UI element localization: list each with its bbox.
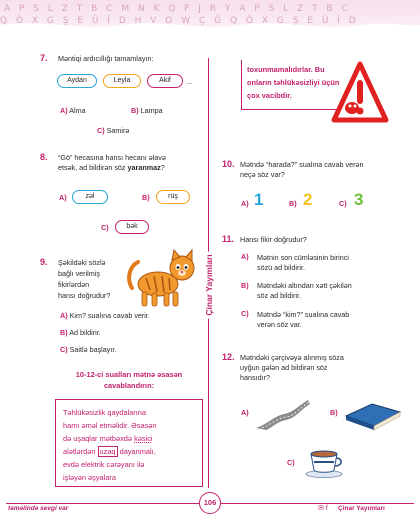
option-text: Alma xyxy=(69,106,86,115)
pill-name: Akif xyxy=(147,74,183,88)
option-letter: C) xyxy=(60,345,68,354)
passage-line: çox vacibdir. xyxy=(247,91,292,100)
option-line: Mətndə “kim?” sualına cavab xyxy=(257,310,350,319)
question-emphasis: yaranmaz xyxy=(127,163,161,172)
ellipsis: ... xyxy=(186,77,192,86)
option-letter: B) xyxy=(241,281,249,290)
warning-sign-icon xyxy=(330,60,390,128)
option-letter: B) xyxy=(142,193,150,202)
option-a[interactable] xyxy=(241,252,249,261)
question-line: hansıdır? xyxy=(240,373,270,382)
pill-name: Aydan xyxy=(57,74,97,88)
passage-text-continued xyxy=(247,63,339,102)
option-line: söz ad bildirir. xyxy=(257,291,301,300)
header-wave xyxy=(0,17,420,30)
option-letter: B) xyxy=(289,199,297,208)
option-c[interactable] xyxy=(101,223,109,232)
option-a-box[interactable]: zəl xyxy=(72,190,108,204)
option-c-box[interactable]: bək xyxy=(115,220,149,234)
option-text xyxy=(257,310,349,330)
option-letter: B) xyxy=(330,408,338,417)
option-line: verən söz var. xyxy=(257,320,302,329)
sidebar-title-text: Çinar Yayımları xyxy=(204,251,214,318)
option-text: Ad bildirir. xyxy=(69,328,101,337)
option-line: Mətndəki altından xətt çəkilən xyxy=(257,281,352,290)
passage-fragment: dayanmalı, xyxy=(117,447,156,456)
option-letter: A) xyxy=(241,252,249,261)
book-illustration[interactable] xyxy=(342,396,402,432)
question-line: neçə söz var? xyxy=(240,170,285,179)
option-letter: B) xyxy=(131,106,139,115)
question-number: 12. xyxy=(222,352,235,362)
option-b-box[interactable]: rüş xyxy=(156,190,190,204)
option-letter: A) xyxy=(59,193,67,202)
header-letters: A P S L Z T B C M N K Q F J R Y A P S L Z T B C xyxy=(4,4,351,14)
passage-line: onların təhlükəsizliyi üçün xyxy=(247,78,340,87)
option-letter: C) xyxy=(241,309,249,318)
option-a[interactable] xyxy=(241,408,249,417)
passage-fragment: alətlərdən xyxy=(63,447,98,456)
number-two-figure[interactable]: 2 xyxy=(303,190,313,209)
option-c[interactable] xyxy=(339,199,347,208)
option-letter: A) xyxy=(241,408,249,417)
option-a[interactable] xyxy=(60,311,150,320)
option-text xyxy=(257,281,352,301)
option-letter: C) xyxy=(97,126,105,135)
option-text: Kim? sualına cavab verir. xyxy=(69,311,150,320)
option-letter: A) xyxy=(241,199,249,208)
option-c[interactable] xyxy=(241,309,249,318)
question-line: “Gö” hecasına hansı hecanı əlavə xyxy=(58,153,166,162)
option-b[interactable] xyxy=(330,408,338,417)
number-three-figure[interactable]: 3 xyxy=(354,190,364,209)
option-letter: C) xyxy=(287,458,295,467)
section-heading xyxy=(55,369,203,391)
passage-line: hamı əməl etməlidir. Əsasən xyxy=(63,421,157,430)
option-text: Samirə xyxy=(106,126,130,135)
footer-slogan: təməlində sevgi var xyxy=(8,505,69,512)
option-c[interactable] xyxy=(97,126,129,135)
question-text xyxy=(240,160,363,180)
option-letter: A) xyxy=(60,106,68,115)
option-b[interactable] xyxy=(289,199,297,208)
pill-name: Leyla xyxy=(103,74,141,88)
cat-illustration xyxy=(124,248,200,310)
question-line: Şəkildəki sözlə xyxy=(58,258,106,267)
passage-line: evdə elektrik cərəyanı ilə xyxy=(63,460,145,469)
passage-line xyxy=(63,432,156,445)
question-number: 7. xyxy=(40,53,48,63)
header-band xyxy=(0,0,420,30)
question-number: 10. xyxy=(222,159,235,169)
option-a[interactable] xyxy=(241,199,249,208)
option-b[interactable] xyxy=(60,328,101,337)
option-b[interactable] xyxy=(131,106,163,115)
option-b[interactable] xyxy=(142,193,150,202)
question-text: Məntiqi ardıcıllığı tamamlayın: xyxy=(58,54,154,63)
option-b[interactable] xyxy=(241,281,249,290)
option-letter: A) xyxy=(60,311,68,320)
option-text: Lampa xyxy=(140,106,163,115)
social-icon[interactable]: ✉ f xyxy=(318,505,328,512)
question-line: Mətndəki çərçivəyə alınmış söza xyxy=(240,353,344,362)
option-a[interactable] xyxy=(60,106,86,115)
teacup-illustration[interactable] xyxy=(304,444,344,478)
page-number: 106 xyxy=(199,492,221,514)
question-number: 11. xyxy=(222,234,235,244)
option-line: Mətnin son cümləsinin birinci xyxy=(257,253,349,262)
question-text xyxy=(58,257,110,301)
question-line: uyğun gələn ad bildirən söz xyxy=(240,363,328,372)
section-heading-line: cavablandırın: xyxy=(103,381,155,390)
question-number: 8. xyxy=(40,152,48,162)
sidebar-title xyxy=(202,230,216,340)
passage-fragment: də uşaqlar mətbəxdə xyxy=(63,434,135,443)
question-text xyxy=(58,153,166,173)
option-letter: C) xyxy=(101,223,109,232)
question-line: fikirlərdən xyxy=(58,280,90,289)
section-heading-line: 10-12-ci sualları mətnə əsasən xyxy=(75,370,183,379)
option-text: Saitlə başlayır. xyxy=(69,345,117,354)
question-line: Mətndə “harada?” sualına cavab verən xyxy=(240,160,364,169)
number-one-figure[interactable]: 1 xyxy=(254,190,264,209)
framed-word: uzaq xyxy=(99,447,116,456)
underlined-word: kəsici xyxy=(134,434,153,443)
question-line: bağlı verilmiş xyxy=(58,269,100,278)
question-fragment: etsək, ad bildirən söz xyxy=(58,163,128,172)
option-letter: B) xyxy=(60,328,68,337)
question-number: 9. xyxy=(40,257,48,267)
option-text xyxy=(257,253,349,273)
header-letters: Q Ö X G Ş E Ü İ D H V O W Ç Ğ Q Ö X G Ş E Ü İ D xyxy=(0,16,359,26)
passage-line: işləyən əşyalara xyxy=(63,473,116,482)
option-a[interactable] xyxy=(59,193,67,202)
passage-line: toxunmamalıdırlar. Bu xyxy=(247,65,325,74)
option-c[interactable] xyxy=(287,458,295,467)
option-line: sözü ad bildirir. xyxy=(257,263,305,272)
question-line xyxy=(58,163,166,173)
road-illustration[interactable] xyxy=(254,398,310,430)
footer-publisher: Çinar Yayımları xyxy=(338,505,385,512)
option-c[interactable] xyxy=(60,345,116,354)
passage-line xyxy=(63,445,156,458)
question-text: Hansı fikir doğrudur? xyxy=(240,235,307,244)
passage-text xyxy=(63,406,156,484)
option-letter: C) xyxy=(339,199,347,208)
question-text xyxy=(240,353,344,383)
passage-line: Təhlükəsizlik qaydalarına xyxy=(63,408,146,417)
question-fragment: ? xyxy=(160,163,165,172)
question-line: hansı doğrudur? xyxy=(58,291,111,300)
